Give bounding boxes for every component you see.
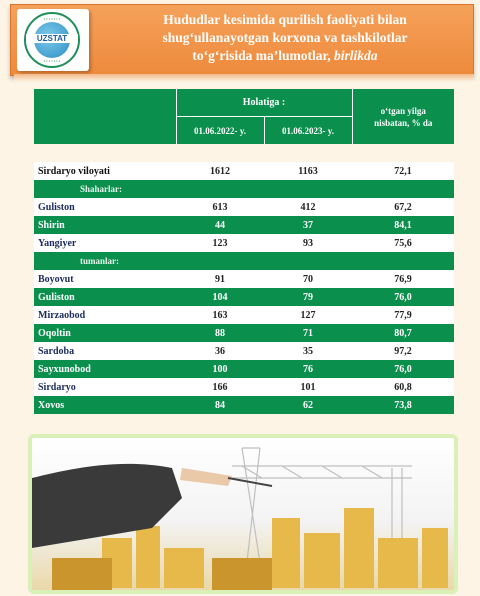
section-districts <box>34 252 454 270</box>
cell-name: Mirzaobod <box>38 309 86 321</box>
cell-2023: 71 <box>303 327 313 339</box>
header-region <box>34 89 176 144</box>
cell-pct: 84,1 <box>394 219 412 231</box>
logo-text: UZSTAT <box>26 34 78 43</box>
construction-illustration <box>28 434 458 594</box>
cell-pct: 60,8 <box>394 381 412 393</box>
table-row <box>34 378 454 396</box>
cell-2022: 44 <box>215 219 225 231</box>
section-label-districts: tumanlar: <box>80 256 119 266</box>
cell-pct: 80,7 <box>394 327 412 339</box>
cell-pct: 73,8 <box>394 399 412 411</box>
cell-2023: 76 <box>303 363 313 375</box>
cell-2022: 84 <box>215 399 225 411</box>
cell-name: Sayxunobod <box>38 363 91 375</box>
table-row <box>34 288 454 306</box>
header-banner <box>10 4 474 76</box>
cell-2023: 412 <box>300 201 316 213</box>
cell-name: Yangiyer <box>38 237 77 249</box>
cell-name: Shirin <box>38 219 65 231</box>
cell-pct: 67,2 <box>394 201 412 213</box>
cell-name: Xovos <box>38 399 65 411</box>
title-unit: birlikda <box>334 48 378 63</box>
cell-2023: 93 <box>303 237 313 249</box>
cell-pct: 75,6 <box>394 237 412 249</box>
table-header-row-top <box>34 89 454 117</box>
table-row-total <box>34 162 454 180</box>
table-row <box>34 234 454 252</box>
cities-rows <box>34 198 454 252</box>
table-row <box>34 270 454 288</box>
cell-2022: 100 <box>212 363 228 375</box>
header-date-2023: 01.06.2023- y. <box>264 117 352 145</box>
cell-2022: 1612 <box>210 165 230 177</box>
table-row <box>34 342 454 360</box>
logo-emblem-icon: • • • • • • • UZSTAT • • • • • • • <box>24 12 80 68</box>
cell-2022: 104 <box>212 291 228 303</box>
cell-2023: 101 <box>300 381 316 393</box>
cell-2023: 127 <box>300 309 316 321</box>
cell-2022: 163 <box>212 309 228 321</box>
cell-2022: 123 <box>212 237 228 249</box>
table-row <box>34 198 454 216</box>
cell-2023: 1163 <box>298 165 318 177</box>
construction-scene-icon <box>32 438 454 590</box>
cell-name: Sirdaryo viloyati <box>38 165 110 177</box>
cell-2023: 70 <box>303 273 313 285</box>
cell-pct: 76,9 <box>394 273 412 285</box>
banner-shadow <box>14 74 474 82</box>
cell-2022: 88 <box>215 327 225 339</box>
cell-name: Guliston <box>38 201 75 213</box>
table-row <box>34 396 454 414</box>
header-state-group: Holatiga : <box>176 89 352 117</box>
cell-name: Boyovut <box>38 273 74 285</box>
header-date-2022: 01.06.2022- y. <box>176 117 264 145</box>
cell-2022: 166 <box>212 381 228 393</box>
cell-2022: 36 <box>215 345 225 357</box>
cell-2022: 613 <box>212 201 228 213</box>
cell-pct: 97,2 <box>394 345 412 357</box>
districts-rows <box>34 270 454 414</box>
title-line-1: Hududlar kesimida qurilish faoliyati bilan <box>163 12 407 27</box>
section-label-cities: Shaharlar: <box>80 184 123 194</box>
cell-name: Sirdaryo <box>38 381 76 393</box>
cell-pct: 77,9 <box>394 309 412 321</box>
title-line-3: to‘g‘risida ma’lumotlar, birlikda <box>192 48 378 63</box>
cell-2023: 35 <box>303 345 313 357</box>
cell-name: Oqoltin <box>38 327 71 339</box>
cell-name: Sardoba <box>38 345 75 357</box>
section-cities <box>34 180 454 198</box>
table-row <box>34 216 454 234</box>
cell-pct: 72,1 <box>394 165 412 177</box>
statistics-table <box>34 89 454 414</box>
cell-2022: 91 <box>215 273 225 285</box>
cell-2023: 62 <box>303 399 313 411</box>
cell-pct: 76,0 <box>394 363 412 375</box>
uzstat-logo <box>17 9 89 71</box>
title-line-2: shug‘ullanayotgan korxona va tashkilotlar <box>162 30 408 45</box>
cell-2023: 79 <box>303 291 313 303</box>
table-row <box>34 306 454 324</box>
cell-name: Guliston <box>38 291 75 303</box>
page-title <box>101 11 469 65</box>
table-row <box>34 324 454 342</box>
table-row <box>34 360 454 378</box>
header-change: o‘tgan yilga nisbatan, % da <box>352 89 454 144</box>
cell-2023: 37 <box>303 219 313 231</box>
cell-pct: 76,0 <box>394 291 412 303</box>
